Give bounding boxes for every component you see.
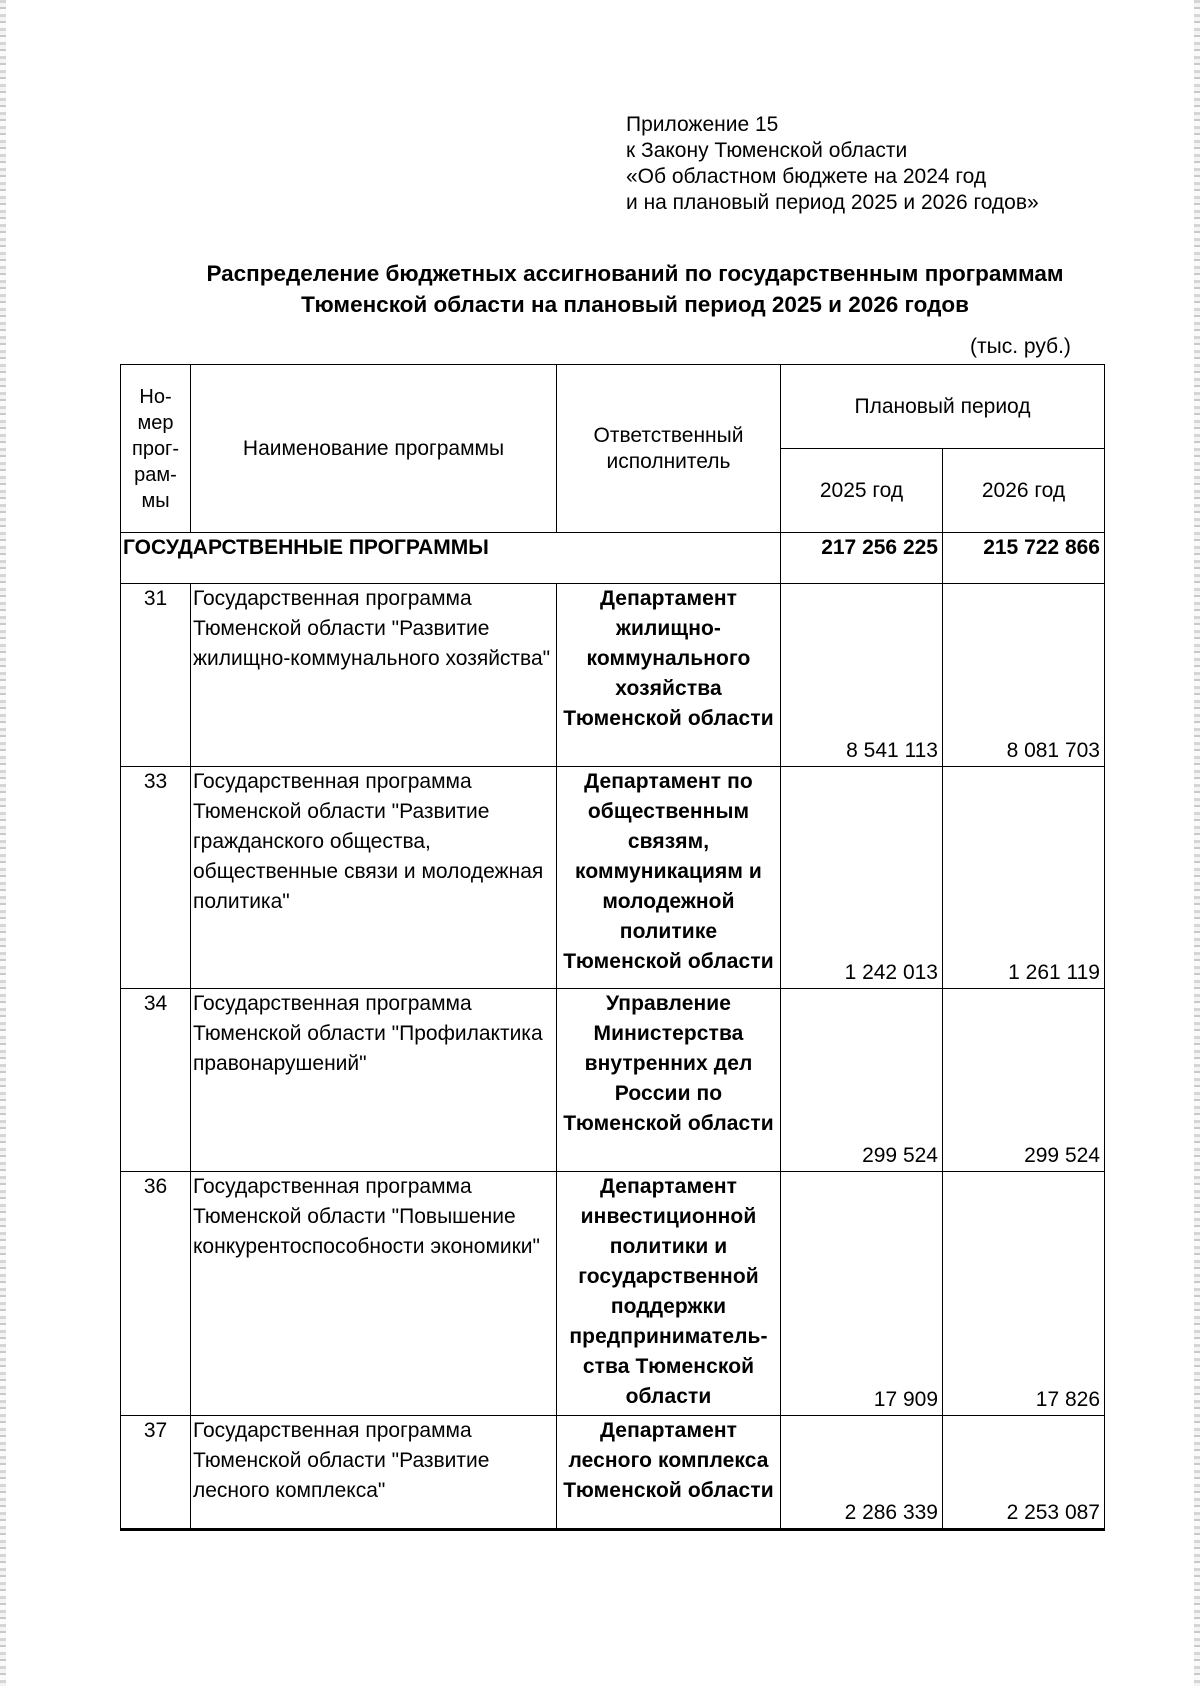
- program-number: 36: [121, 1172, 191, 1416]
- program-name: Государственная программа Тюменской области "Повышение конкурентоспособности экономики": [191, 1172, 557, 1416]
- amount-2025: 8 541 113: [781, 584, 943, 767]
- header-row-1: [121, 365, 1105, 449]
- table-row: [121, 1416, 1105, 1530]
- appendix-line-4: и на плановый период 2025 и 2026 годов»: [626, 191, 1039, 214]
- amount-2025: 2 286 339: [781, 1416, 943, 1530]
- program-name: Государственная программа Тюменской области "Развитие лесного комплекса": [191, 1416, 557, 1530]
- title-line-1: Распределение бюджетных ассигнований по государственным программам: [206, 261, 1064, 286]
- table-row: [121, 989, 1105, 1172]
- title-line-2: Тюменской области на плановый период 2025 и 2026 годов: [301, 292, 969, 317]
- program-number: 33: [121, 767, 191, 989]
- total-row: [121, 533, 1105, 584]
- header-period: Плановый период: [781, 365, 1105, 449]
- header-executor: Ответственный исполнитель: [557, 365, 781, 533]
- document-title: [60, 258, 1200, 320]
- unit-label: (тыс. руб.): [970, 335, 1071, 358]
- amount-2026: 17 826: [943, 1172, 1105, 1416]
- amount-2025: 299 524: [781, 989, 943, 1172]
- table-row: [121, 767, 1105, 989]
- table-row: [121, 584, 1105, 767]
- amount-2026: 2 253 087: [943, 1416, 1105, 1530]
- program-name: Государственная программа Тюменской области "Развитие жилищно-коммунального хозяйства": [191, 584, 557, 767]
- header-number: Но- мер прог- рам- мы: [121, 365, 191, 533]
- total-2026: 215 722 866: [943, 533, 1105, 584]
- appendix-line-2: к Закону Тюменской области: [626, 139, 908, 162]
- appendix-note: [626, 112, 1039, 216]
- total-label: ГОСУДАРСТВЕННЫЕ ПРОГРАММЫ: [121, 533, 781, 584]
- amount-2026: 1 261 119: [943, 767, 1105, 989]
- appendix-line-1: Приложение 15: [626, 113, 779, 136]
- scan-edge-left: [0, 0, 6, 1686]
- program-name: Государственная программа Тюменской области "Профилактика правонарушений": [191, 989, 557, 1172]
- responsible-executor: Департамент лесного комплекса Тюменской области: [557, 1416, 781, 1530]
- amount-2025: 17 909: [781, 1172, 943, 1416]
- responsible-executor: Управление Министерства внутренних дел России по Тюменской области: [557, 989, 781, 1172]
- header-2025: 2025 год: [781, 449, 943, 533]
- appendix-line-3: «Об областном бюджете на 2024 год: [626, 165, 987, 188]
- program-number: 34: [121, 989, 191, 1172]
- budget-table: [120, 364, 1105, 1531]
- table-row: [121, 1172, 1105, 1416]
- responsible-executor: Департамент по общественным связям, коммуникациям и молодежной политике Тюменской области: [557, 767, 781, 989]
- responsible-executor: Департамент инвестиционной политики и государственной поддержки предприниматель-ства Тюменской области: [557, 1172, 781, 1416]
- amount-2025: 1 242 013: [781, 767, 943, 989]
- total-2025: 217 256 225: [781, 533, 943, 584]
- header-2026: 2026 год: [943, 449, 1105, 533]
- program-number: 37: [121, 1416, 191, 1530]
- header-name: Наименование программы: [191, 365, 557, 533]
- amount-2026: 299 524: [943, 989, 1105, 1172]
- program-name: Государственная программа Тюменской области "Развитие гражданского общества, общественные связи и молодежная политика": [191, 767, 557, 989]
- program-number: 31: [121, 584, 191, 767]
- responsible-executor: Департамент жилищно-коммунального хозяйства Тюменской области: [557, 584, 781, 767]
- amount-2026: 8 081 703: [943, 584, 1105, 767]
- scan-edge-right: [1194, 0, 1200, 1686]
